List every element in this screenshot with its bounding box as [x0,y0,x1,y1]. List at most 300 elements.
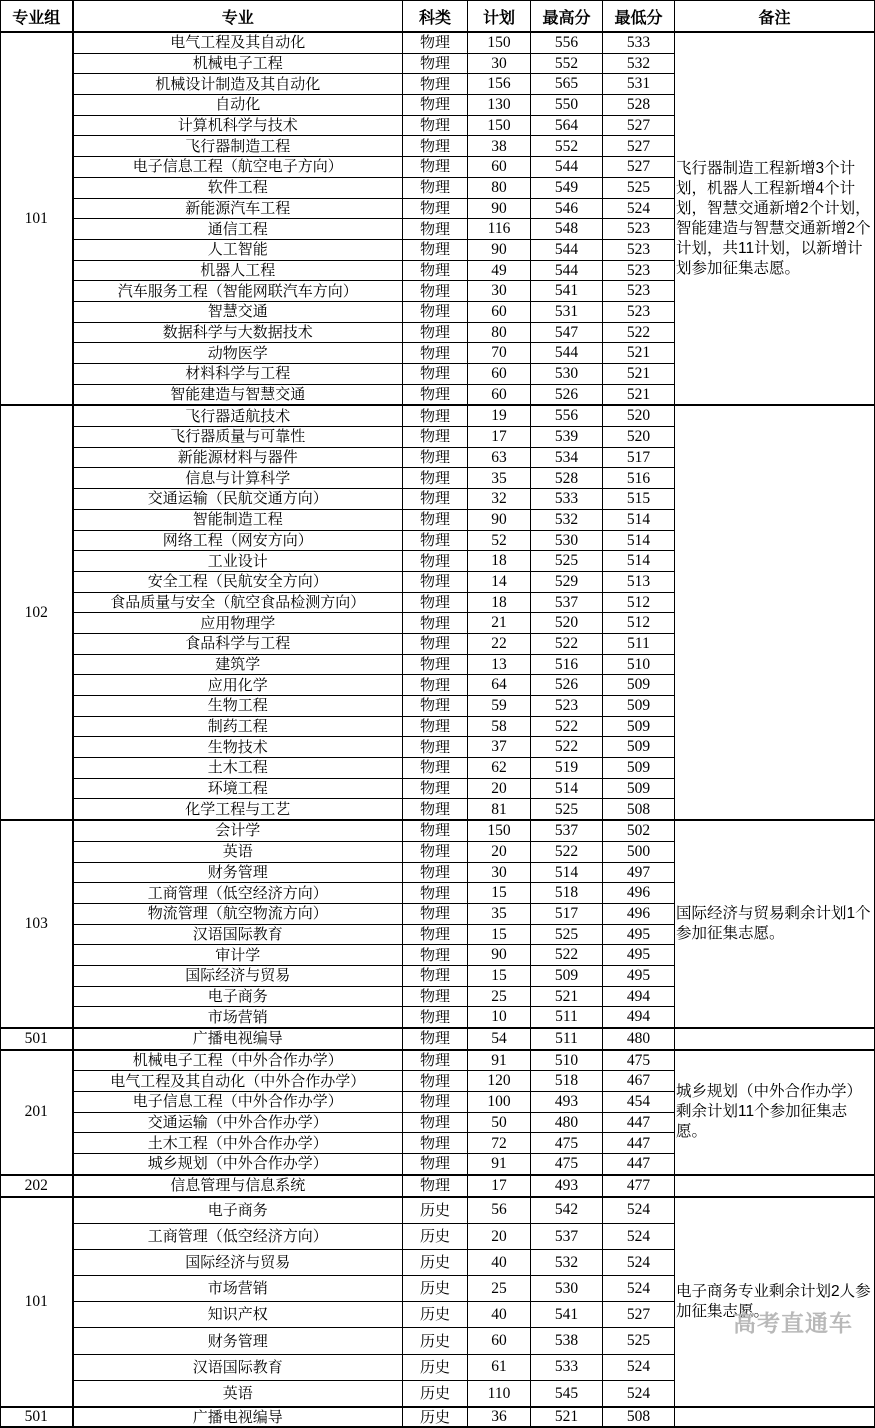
plan-cell: 64 [468,675,531,696]
major-cell: 财务管理 [73,862,403,883]
subject-cell: 物理 [403,1154,468,1175]
max-score-cell: 522 [531,633,603,654]
min-score-cell: 467 [603,1071,675,1092]
group-cell: 501 [1,1407,73,1427]
max-score-cell: 538 [531,1328,603,1354]
major-cell: 机器人工程 [73,260,403,281]
subject-cell: 物理 [403,1112,468,1133]
max-score-cell: 511 [531,1007,603,1028]
major-cell: 市场营销 [73,1007,403,1028]
group-cell: 101 [1,32,73,405]
remark-cell [675,1028,875,1050]
min-score-cell: 477 [603,1175,675,1197]
plan-cell: 13 [468,654,531,675]
major-cell: 智能制造工程 [73,509,403,530]
subject-cell: 物理 [403,924,468,945]
major-cell: 国际经济与贸易 [73,965,403,986]
subject-cell: 物理 [403,343,468,364]
plan-cell: 38 [468,136,531,157]
min-score-cell: 495 [603,965,675,986]
min-score-cell: 480 [603,1028,675,1050]
min-score-cell: 523 [603,260,675,281]
plan-cell: 15 [468,883,531,904]
table-header [1,1,875,33]
subject-cell: 物理 [403,716,468,737]
min-score-cell: 525 [603,1328,675,1354]
plan-cell: 116 [468,219,531,240]
major-cell: 机械电子工程 [73,53,403,74]
major-cell: 应用物理学 [73,613,403,634]
subject-cell: 物理 [403,115,468,136]
plan-cell: 81 [468,799,531,820]
major-cell: 机械设计制造及其自动化 [73,74,403,95]
subject-cell: 物理 [403,405,468,426]
max-score-cell: 493 [531,1092,603,1113]
plan-cell: 62 [468,758,531,779]
min-score-cell: 516 [603,468,675,489]
remark-cell [675,1407,875,1427]
min-score-cell: 510 [603,654,675,675]
major-cell: 财务管理 [73,1328,403,1354]
subject-cell: 物理 [403,592,468,613]
subject-cell: 物理 [403,364,468,385]
subject-cell: 物理 [403,509,468,530]
max-score-cell: 523 [531,696,603,717]
max-score-cell: 530 [531,364,603,385]
major-cell: 广播电视编导 [73,1407,403,1427]
min-score-cell: 527 [603,157,675,178]
major-cell: 软件工程 [73,177,403,198]
table-row [1,1050,875,1071]
max-score-cell: 525 [531,799,603,820]
subject-cell: 物理 [403,1133,468,1154]
major-cell: 飞行器质量与可靠性 [73,427,403,448]
min-score-cell: 514 [603,551,675,572]
subject-cell: 历史 [403,1302,468,1328]
min-score-cell: 523 [603,301,675,322]
remark-cell [675,405,875,820]
col-header-max-score: 最高分 [531,1,603,33]
subject-cell: 物理 [403,965,468,986]
subject-cell: 物理 [403,883,468,904]
group-cell: 103 [1,820,73,1028]
min-score-cell: 527 [603,136,675,157]
major-cell: 通信工程 [73,219,403,240]
col-header-plan: 计划 [468,1,531,33]
table-row [1,820,875,841]
subject-cell: 物理 [403,281,468,302]
major-cell: 电气工程及其自动化 [73,32,403,53]
subject-cell: 历史 [403,1223,468,1249]
max-score-cell: 475 [531,1154,603,1175]
plan-cell: 90 [468,509,531,530]
min-score-cell: 527 [603,1302,675,1328]
major-cell: 广播电视编导 [73,1028,403,1050]
major-cell: 人工智能 [73,239,403,260]
subject-cell: 物理 [403,737,468,758]
max-score-cell: 528 [531,468,603,489]
min-score-cell: 454 [603,1092,675,1113]
subject-cell: 物理 [403,32,468,53]
min-score-cell: 522 [603,322,675,343]
max-score-cell: 534 [531,447,603,468]
max-score-cell: 522 [531,945,603,966]
min-score-cell: 520 [603,405,675,426]
min-score-cell: 517 [603,447,675,468]
max-score-cell: 544 [531,239,603,260]
min-score-cell: 447 [603,1154,675,1175]
plan-cell: 40 [468,1302,531,1328]
plan-cell: 15 [468,965,531,986]
major-cell: 电气工程及其自动化（中外合作办学） [73,1071,403,1092]
major-cell: 电子商务 [73,1197,403,1224]
plan-cell: 61 [468,1354,531,1380]
major-cell: 交通运输（中外合作办学） [73,1112,403,1133]
major-cell: 工商管理（低空经济方向） [73,1223,403,1249]
min-score-cell: 509 [603,737,675,758]
plan-cell: 14 [468,571,531,592]
major-cell: 汽车服务工程（智能网联汽车方向） [73,281,403,302]
min-score-cell: 514 [603,530,675,551]
col-header-remark: 备注 [675,1,875,33]
remark-cell: 国际经济与贸易剩余计划1个参加征集志愿。 [675,820,875,1028]
max-score-cell: 537 [531,820,603,841]
min-score-cell: 512 [603,592,675,613]
major-cell: 土木工程 [73,758,403,779]
max-score-cell: 514 [531,862,603,883]
table-body [1,32,875,1427]
subject-cell: 物理 [403,447,468,468]
plan-cell: 91 [468,1050,531,1071]
table-row [1,1407,875,1427]
plan-cell: 49 [468,260,531,281]
min-score-cell: 515 [603,489,675,510]
major-cell: 食品科学与工程 [73,633,403,654]
min-score-cell: 524 [603,1197,675,1224]
min-score-cell: 514 [603,509,675,530]
major-cell: 工商管理（低空经济方向） [73,883,403,904]
min-score-cell: 511 [603,633,675,654]
plan-cell: 32 [468,489,531,510]
plan-cell: 100 [468,1092,531,1113]
subject-cell: 历史 [403,1328,468,1354]
plan-cell: 130 [468,95,531,116]
min-score-cell: 509 [603,758,675,779]
subject-cell: 物理 [403,322,468,343]
major-cell: 动物医学 [73,343,403,364]
plan-cell: 20 [468,841,531,862]
major-cell: 交通运输（民航交通方向） [73,489,403,510]
min-score-cell: 525 [603,177,675,198]
max-score-cell: 547 [531,322,603,343]
max-score-cell: 510 [531,1050,603,1071]
plan-cell: 10 [468,1007,531,1028]
max-score-cell: 552 [531,136,603,157]
plan-cell: 90 [468,198,531,219]
min-score-cell: 447 [603,1112,675,1133]
max-score-cell: 522 [531,841,603,862]
subject-cell: 物理 [403,384,468,405]
min-score-cell: 500 [603,841,675,862]
subject-cell: 物理 [403,675,468,696]
plan-cell: 80 [468,322,531,343]
major-cell: 智能建造与智慧交通 [73,384,403,405]
plan-cell: 20 [468,1223,531,1249]
plan-cell: 22 [468,633,531,654]
max-score-cell: 564 [531,115,603,136]
max-score-cell: 552 [531,53,603,74]
major-cell: 智慧交通 [73,301,403,322]
min-score-cell: 520 [603,427,675,448]
plan-cell: 90 [468,945,531,966]
plan-cell: 150 [468,820,531,841]
group-cell: 202 [1,1175,73,1197]
max-score-cell: 537 [531,592,603,613]
group-cell: 201 [1,1050,73,1175]
max-score-cell: 544 [531,157,603,178]
min-score-cell: 528 [603,95,675,116]
plan-cell: 70 [468,343,531,364]
major-cell: 工业设计 [73,551,403,572]
min-score-cell: 495 [603,924,675,945]
subject-cell: 物理 [403,427,468,448]
subject-cell: 物理 [403,239,468,260]
plan-cell: 59 [468,696,531,717]
subject-cell: 历史 [403,1354,468,1380]
major-cell: 飞行器制造工程 [73,136,403,157]
major-cell: 英语 [73,841,403,862]
subject-cell: 物理 [403,1028,468,1050]
min-score-cell: 524 [603,1354,675,1380]
min-score-cell: 527 [603,115,675,136]
min-score-cell: 523 [603,281,675,302]
subject-cell: 物理 [403,613,468,634]
plan-cell: 60 [468,364,531,385]
subject-cell: 物理 [403,654,468,675]
major-cell: 市场营销 [73,1276,403,1302]
max-score-cell: 511 [531,1028,603,1050]
col-header-major: 专业 [73,1,403,33]
max-score-cell: 541 [531,281,603,302]
plan-cell: 150 [468,32,531,53]
max-score-cell: 529 [531,571,603,592]
max-score-cell: 542 [531,1197,603,1224]
min-score-cell: 521 [603,384,675,405]
max-score-cell: 541 [531,1302,603,1328]
max-score-cell: 525 [531,924,603,945]
subject-cell: 物理 [403,177,468,198]
max-score-cell: 546 [531,198,603,219]
plan-cell: 120 [468,1071,531,1092]
max-score-cell: 520 [531,613,603,634]
max-score-cell: 519 [531,758,603,779]
plan-cell: 21 [468,613,531,634]
min-score-cell: 502 [603,820,675,841]
group-cell: 102 [1,405,73,820]
min-score-cell: 509 [603,696,675,717]
major-cell: 机械电子工程（中外合作办学） [73,1050,403,1071]
plan-cell: 30 [468,281,531,302]
subject-cell: 物理 [403,1071,468,1092]
plan-cell: 91 [468,1154,531,1175]
subject-cell: 物理 [403,468,468,489]
major-cell: 新能源汽车工程 [73,198,403,219]
plan-cell: 18 [468,551,531,572]
plan-cell: 58 [468,716,531,737]
subject-cell: 物理 [403,633,468,654]
subject-cell: 物理 [403,74,468,95]
plan-cell: 20 [468,778,531,799]
max-score-cell: 526 [531,384,603,405]
max-score-cell: 518 [531,883,603,904]
plan-cell: 150 [468,115,531,136]
major-cell: 电子信息工程（中外合作办学） [73,1092,403,1113]
plan-cell: 36 [468,1407,531,1427]
max-score-cell: 550 [531,95,603,116]
plan-cell: 60 [468,301,531,322]
table-row [1,1175,875,1197]
subject-cell: 物理 [403,799,468,820]
subject-cell: 物理 [403,489,468,510]
min-score-cell: 494 [603,986,675,1007]
min-score-cell: 509 [603,675,675,696]
subject-cell: 物理 [403,571,468,592]
subject-cell: 物理 [403,862,468,883]
table-row [1,405,875,426]
plan-cell: 17 [468,1175,531,1197]
subject-cell: 物理 [403,820,468,841]
plan-cell: 25 [468,1276,531,1302]
major-cell: 自动化 [73,95,403,116]
min-score-cell: 509 [603,778,675,799]
min-score-cell: 496 [603,883,675,904]
plan-cell: 18 [468,592,531,613]
subject-cell: 历史 [403,1197,468,1224]
min-score-cell: 513 [603,571,675,592]
major-cell: 物流管理（航空物流方向） [73,903,403,924]
major-cell: 新能源材料与器件 [73,447,403,468]
major-cell: 电子信息工程（航空电子方向） [73,157,403,178]
plan-cell: 19 [468,405,531,426]
subject-cell: 物理 [403,903,468,924]
max-score-cell: 514 [531,778,603,799]
plan-cell: 15 [468,924,531,945]
group-cell: 101 [1,1197,73,1408]
major-cell: 生物技术 [73,737,403,758]
major-cell: 数据科学与大数据技术 [73,322,403,343]
remark-cell: 城乡规划（中外合作办学）剩余计划11个参加征集志愿。 [675,1050,875,1175]
min-score-cell: 508 [603,799,675,820]
max-score-cell: 475 [531,1133,603,1154]
group-cell: 501 [1,1028,73,1050]
plan-cell: 35 [468,903,531,924]
max-score-cell: 521 [531,986,603,1007]
remark-cell: 电子商务专业剩余计划2人参加征集志愿。 [675,1197,875,1408]
min-score-cell: 496 [603,903,675,924]
min-score-cell: 512 [603,613,675,634]
min-score-cell: 447 [603,1133,675,1154]
major-cell: 食品质量与安全（航空食品检测方向） [73,592,403,613]
max-score-cell: 525 [531,551,603,572]
min-score-cell: 531 [603,74,675,95]
major-cell: 汉语国际教育 [73,1354,403,1380]
subject-cell: 物理 [403,758,468,779]
plan-cell: 30 [468,862,531,883]
major-cell: 计算机科学与技术 [73,115,403,136]
subject-cell: 物理 [403,301,468,322]
max-score-cell: 530 [531,1276,603,1302]
max-score-cell: 548 [531,219,603,240]
plan-cell: 25 [468,986,531,1007]
min-score-cell: 523 [603,239,675,260]
subject-cell: 物理 [403,1092,468,1113]
max-score-cell: 544 [531,343,603,364]
max-score-cell: 522 [531,737,603,758]
major-cell: 环境工程 [73,778,403,799]
subject-cell: 历史 [403,1276,468,1302]
max-score-cell: 480 [531,1112,603,1133]
major-cell: 材料科学与工程 [73,364,403,385]
major-cell: 土木工程（中外合作办学） [73,1133,403,1154]
subject-cell: 物理 [403,198,468,219]
subject-cell: 物理 [403,1175,468,1197]
remark-cell: 飞行器制造工程新增3个计划，机器人工程新增4个计划，智慧交通新增2个计划，智能建造与智慧交通新增2个计划，共11计划，以新增计划参加征集志愿。 [675,32,875,405]
max-score-cell: 531 [531,301,603,322]
subject-cell: 物理 [403,219,468,240]
col-header-subject: 科类 [403,1,468,33]
min-score-cell: 475 [603,1050,675,1071]
plan-cell: 17 [468,427,531,448]
max-score-cell: 544 [531,260,603,281]
major-cell: 建筑学 [73,654,403,675]
subject-cell: 物理 [403,157,468,178]
subject-cell: 历史 [403,1380,468,1407]
remark-cell [675,1175,875,1197]
plan-cell: 56 [468,1197,531,1224]
min-score-cell: 524 [603,1276,675,1302]
max-score-cell: 517 [531,903,603,924]
max-score-cell: 539 [531,427,603,448]
min-score-cell: 521 [603,364,675,385]
min-score-cell: 524 [603,1249,675,1275]
min-score-cell: 524 [603,198,675,219]
subject-cell: 物理 [403,95,468,116]
major-cell: 应用化学 [73,675,403,696]
watermark: 高考直通车 [733,1310,853,1336]
major-cell: 飞行器适航技术 [73,405,403,426]
min-score-cell: 533 [603,32,675,53]
major-cell: 汉语国际教育 [73,924,403,945]
min-score-cell: 509 [603,716,675,737]
plan-cell: 156 [468,74,531,95]
plan-cell: 60 [468,157,531,178]
major-cell: 英语 [73,1380,403,1407]
subject-cell: 物理 [403,1050,468,1071]
subject-cell: 物理 [403,260,468,281]
max-score-cell: 533 [531,489,603,510]
max-score-cell: 556 [531,32,603,53]
max-score-cell: 565 [531,74,603,95]
max-score-cell: 533 [531,1354,603,1380]
subject-cell: 物理 [403,696,468,717]
plan-cell: 50 [468,1112,531,1133]
max-score-cell: 549 [531,177,603,198]
subject-cell: 物理 [403,551,468,572]
min-score-cell: 521 [603,343,675,364]
plan-cell: 60 [468,1328,531,1354]
max-score-cell: 532 [531,509,603,530]
min-score-cell: 524 [603,1223,675,1249]
